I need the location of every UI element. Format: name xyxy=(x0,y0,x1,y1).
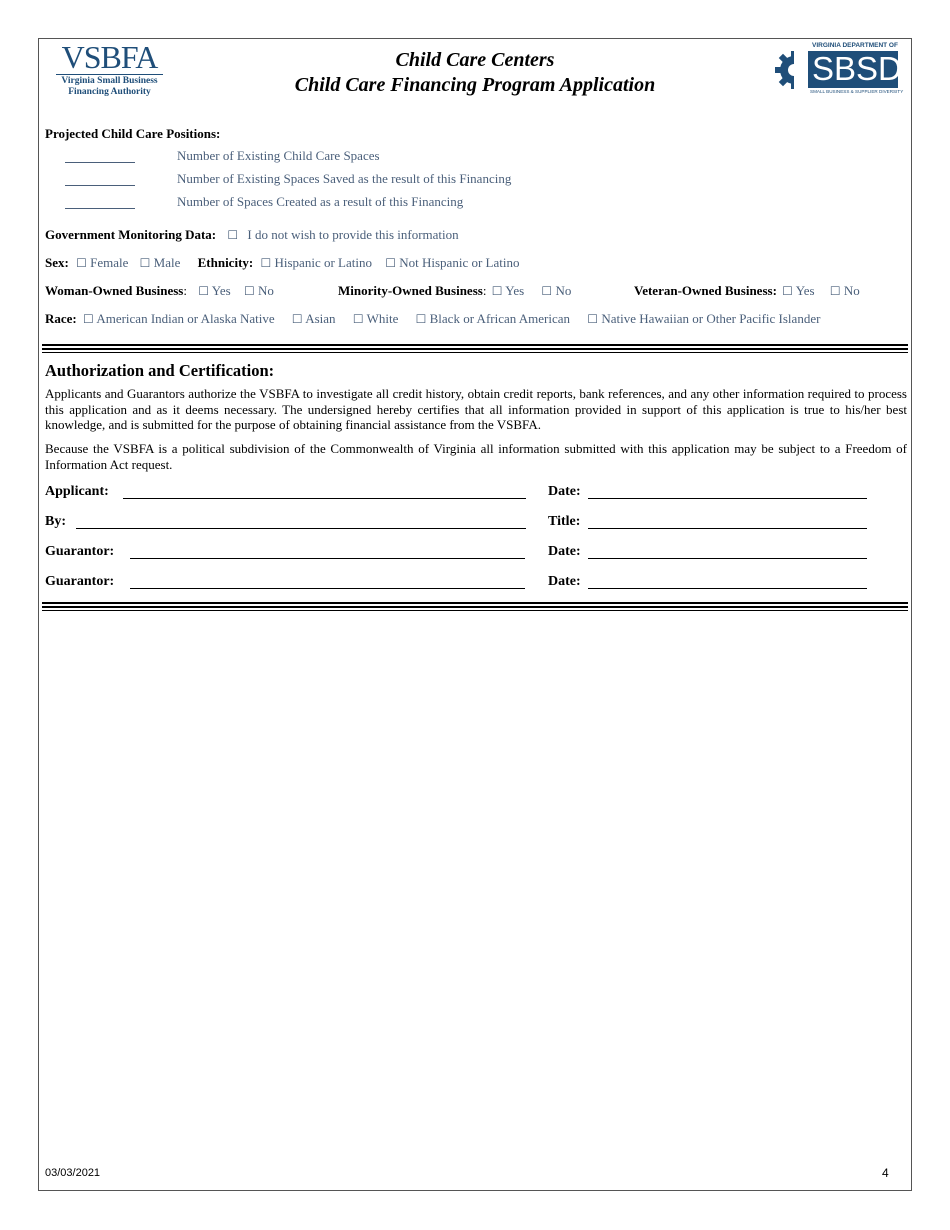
applicant-date-line[interactable] xyxy=(588,497,867,499)
veteran-owned-yes-label: Yes xyxy=(795,283,815,298)
gear-icon xyxy=(772,41,812,99)
title-line[interactable] xyxy=(588,527,867,529)
veteran-owned-no-checkbox[interactable]: ☐ xyxy=(829,284,841,298)
position-row-saved xyxy=(45,171,512,190)
title-label: Title: xyxy=(548,514,581,529)
guarantor-2-label: Guarantor: xyxy=(45,574,115,589)
minority-owned-yes-label: Yes xyxy=(505,283,525,298)
vsbfa-logo-main: VSBFA xyxy=(61,39,158,75)
vsbfa-logo-sub2: Financing Authority xyxy=(68,87,151,97)
divider-top-2 xyxy=(42,348,908,350)
sbsd-logo-bottom: SMALL BUSINESS & SUPPLIER DIVERSITY xyxy=(810,89,904,94)
page-number: 4 xyxy=(882,1166,889,1180)
position-row-created xyxy=(45,194,464,213)
page-frame xyxy=(38,38,912,1191)
hispanic-label: Hispanic or Latino xyxy=(274,255,372,270)
vsbfa-logo-sub1: Virginia Small Business xyxy=(61,76,158,86)
saved-spaces-label: Number of Existing Spaces Saved as the result of this Financing xyxy=(177,171,512,186)
race-asian-label: Asian xyxy=(305,311,336,326)
race-white-label: White xyxy=(366,311,399,326)
veteran-owned-label: Veteran-Owned Business: xyxy=(634,283,777,298)
minority-owned-label: Minority-Owned Business xyxy=(338,283,483,298)
sbsd-logo xyxy=(772,41,904,99)
woman-owned-no-checkbox[interactable]: ☐ xyxy=(243,284,255,298)
race-hawaiian-checkbox[interactable]: ☐ xyxy=(587,312,599,326)
created-spaces-field[interactable] xyxy=(65,194,135,209)
minority-owned-yes-checkbox[interactable]: ☐ xyxy=(491,284,503,298)
veteran-owned-yes-checkbox[interactable]: ☐ xyxy=(782,284,793,298)
sex-ethnicity-row xyxy=(45,255,519,271)
guarantor-1-signature-line[interactable] xyxy=(130,557,525,559)
woman-owned-yes-label: Yes xyxy=(211,283,231,298)
woman-owned-label: Woman-Owned Business xyxy=(45,283,184,298)
guarantor-2-date-label: Date: xyxy=(548,574,581,589)
vsbfa-logo xyxy=(52,39,167,102)
not-hispanic-label: Not Hispanic or Latino xyxy=(399,255,520,270)
divider-bottom-1 xyxy=(42,602,908,604)
race-white-checkbox[interactable]: ☐ xyxy=(352,312,364,326)
authorization-heading: Authorization and Certification: xyxy=(45,361,275,380)
guarantor-1-date-line[interactable] xyxy=(588,557,867,559)
race-row xyxy=(45,311,820,327)
opt-out-checkbox[interactable]: ☐ xyxy=(227,228,239,242)
divider-top-3 xyxy=(42,352,908,353)
authorization-paragraph-1: Applicants and Guarantors authorize the VSBFA to investigate all credit history, obtain credit reports, bank references, and any other information required to process this application and as it deems necessary. The undersigned hereby certifies that all information provided in support of this application is true to his/her best knowledge, and is submitted for the purpose of obtaining financial assistance from the VSBFA. xyxy=(45,386,907,432)
position-row-existing xyxy=(45,148,380,167)
race-native-label: American Indian or Alaska Native xyxy=(96,311,275,326)
woman-owned-yes-checkbox[interactable]: ☐ xyxy=(198,284,209,298)
by-label: By: xyxy=(45,514,66,529)
race-label: Race: xyxy=(45,311,77,326)
footer-date: 03/03/2021 xyxy=(45,1167,101,1179)
sex-label: Sex: xyxy=(45,255,69,270)
race-hawaiian-label: Native Hawaiian or Other Pacific Islander xyxy=(601,311,821,326)
race-black-checkbox[interactable]: ☐ xyxy=(415,312,427,326)
divider-top-1 xyxy=(42,344,908,346)
form-title-line2: Child Care Financing Program Application xyxy=(294,74,656,96)
ethnicity-label: Ethnicity: xyxy=(197,255,254,270)
form-title-line1: Child Care Centers xyxy=(395,49,555,71)
race-native-checkbox[interactable]: ☐ xyxy=(83,312,94,326)
woman-owned-group: Woman-Owned Business: ☐ Yes ☐ No xyxy=(45,283,274,298)
race-asian-checkbox[interactable]: ☐ xyxy=(291,312,303,326)
divider-bottom-2 xyxy=(42,606,908,608)
positions-heading: Projected Child Care Positions: xyxy=(45,126,221,141)
authorization-paragraph-2: Because the VSBFA is a political subdivision of the Commonwealth of Virginia all information submitted with this application may be subject to a Freedom of Information Act request. xyxy=(45,441,907,472)
applicant-label: Applicant: xyxy=(45,484,109,499)
veteran-owned-group xyxy=(634,283,860,299)
sbsd-logo-main: SBSD xyxy=(812,50,902,87)
applicant-signature-line[interactable] xyxy=(123,497,526,499)
existing-spaces-label: Number of Existing Child Care Spaces xyxy=(177,148,380,163)
guarantor-2-signature-line[interactable] xyxy=(130,587,525,589)
minority-owned-no-label: No xyxy=(555,283,572,298)
female-checkbox[interactable]: ☐ xyxy=(76,256,87,270)
minority-owned-no-checkbox[interactable]: ☐ xyxy=(541,284,553,298)
monitoring-row xyxy=(45,227,459,243)
hispanic-checkbox[interactable]: ☐ xyxy=(260,256,272,270)
applicant-date-label: Date: xyxy=(548,484,581,499)
existing-spaces-field[interactable] xyxy=(65,148,135,163)
guarantor-1-label: Guarantor: xyxy=(45,544,115,559)
saved-spaces-field[interactable] xyxy=(65,171,135,186)
created-spaces-label: Number of Spaces Created as a result of this Financing xyxy=(177,194,464,209)
male-checkbox[interactable]: ☐ xyxy=(139,256,151,270)
guarantor-1-date-label: Date: xyxy=(548,544,581,559)
minority-owned-group: Minority-Owned Business: ☐ Yes ☐ No xyxy=(338,283,572,298)
veteran-owned-no-label: No xyxy=(843,283,860,298)
divider-bottom-3 xyxy=(42,610,908,611)
woman-owned-no-label: No xyxy=(257,283,274,298)
race-black-label: Black or African American xyxy=(429,311,571,326)
opt-out-label: I do not wish to provide this information xyxy=(247,227,459,242)
guarantor-2-date-line[interactable] xyxy=(588,587,867,589)
monitoring-label: Government Monitoring Data: xyxy=(45,227,217,242)
male-label: Male xyxy=(153,255,181,270)
not-hispanic-checkbox[interactable]: ☐ xyxy=(385,256,396,270)
by-signature-line[interactable] xyxy=(76,527,526,529)
female-label: Female xyxy=(90,255,129,270)
sbsd-logo-top: VIRGINIA DEPARTMENT OF xyxy=(812,42,898,49)
